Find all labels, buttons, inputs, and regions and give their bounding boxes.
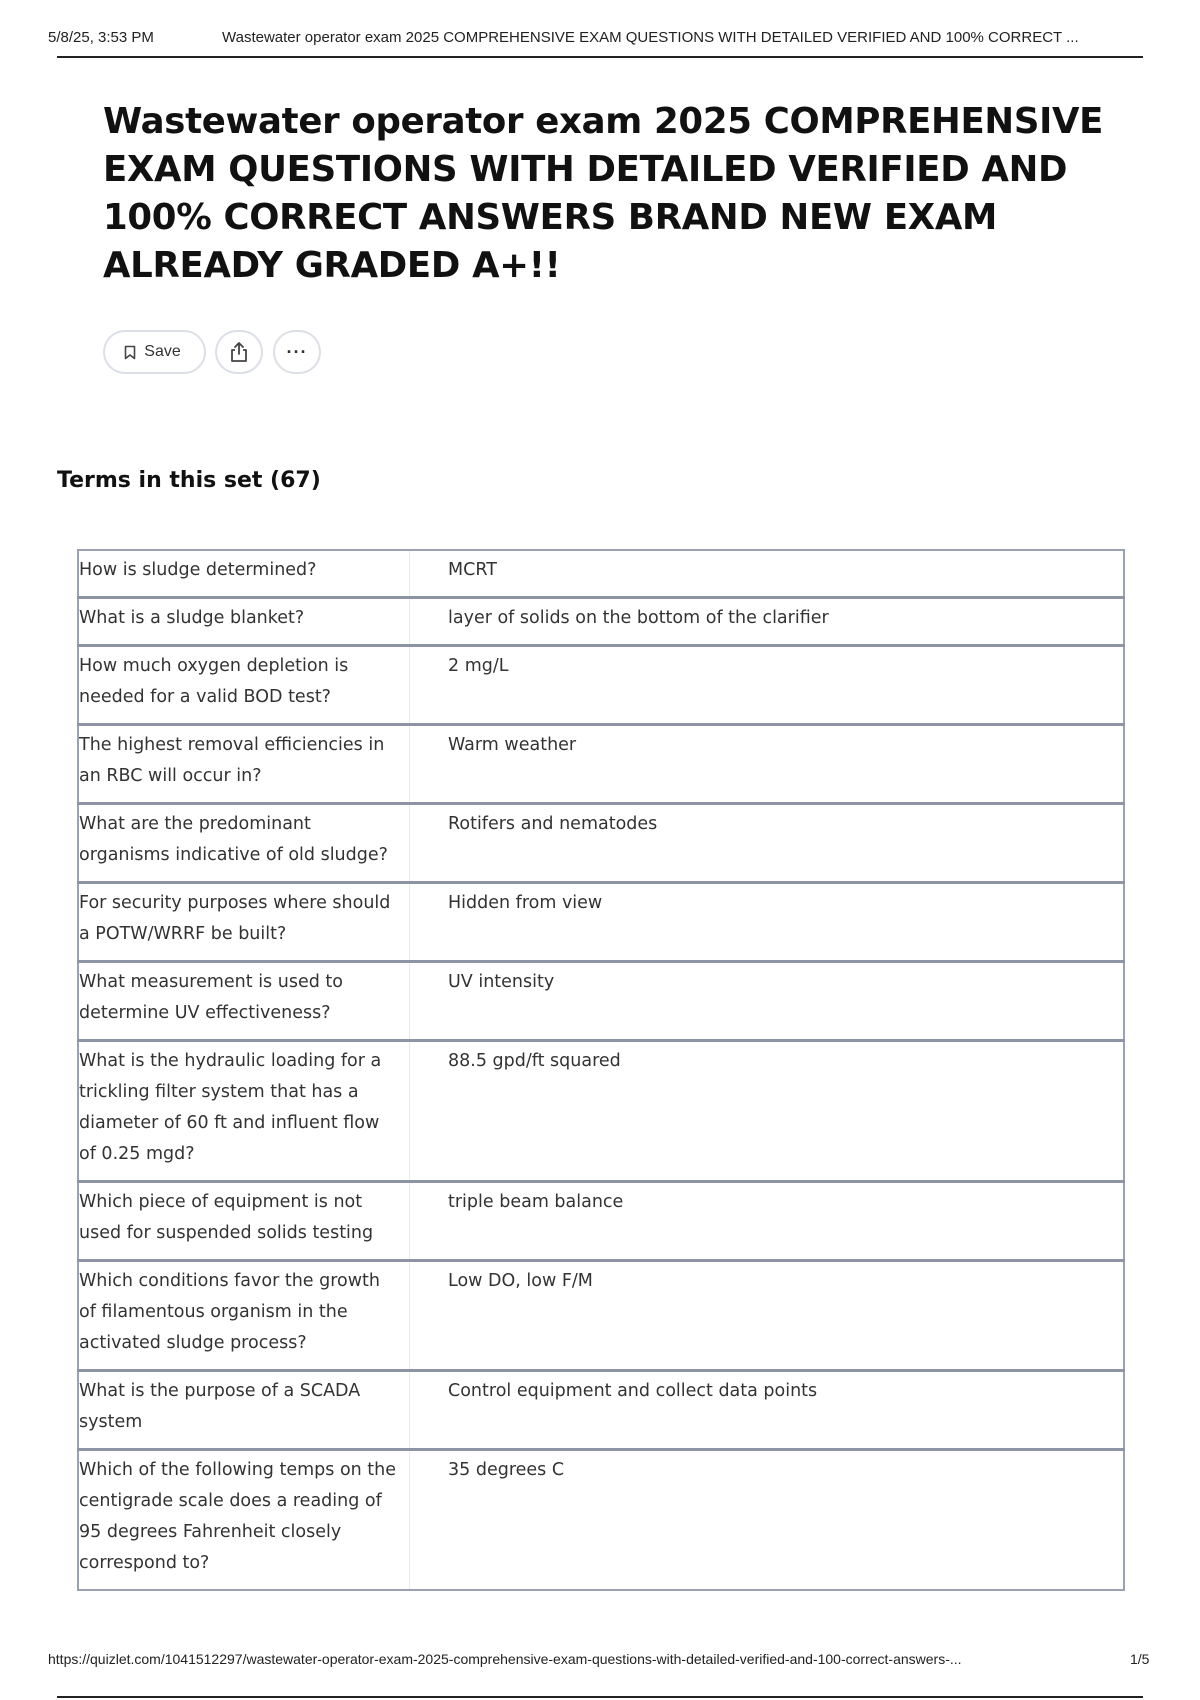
table-row	[78, 550, 1124, 598]
definition-cell: Hidden from view	[410, 883, 1125, 962]
definition-cell: Warm weather	[410, 725, 1125, 804]
terms-heading: Terms in this set (67)	[57, 468, 321, 493]
term-cell: Which conditions favor the growth of filamentous organism in the activated sludge process?	[78, 1261, 410, 1371]
table-row	[78, 1450, 1124, 1591]
definition-cell: Rotifers and nematodes	[410, 804, 1125, 883]
table-row	[78, 804, 1124, 883]
footer-divider	[57, 1696, 1143, 1698]
table-row	[78, 646, 1124, 725]
more-icon: ···	[286, 341, 308, 362]
page-url: https://quizlet.com/1041512297/wastewater-operator-exam-2025-comprehensive-exam-questions-with-detailed-verified-and-100-correct-answers-...	[48, 1651, 962, 1667]
term-cell: For security purposes where should a POTW/WRRF be built?	[78, 883, 410, 962]
table-row	[78, 1261, 1124, 1371]
definition-cell: triple beam balance	[410, 1182, 1125, 1261]
save-button[interactable]	[103, 330, 206, 374]
definition-cell: 88.5 gpd/ft squared	[410, 1041, 1125, 1182]
term-cell: The highest removal efficiencies in an RBC will occur in?	[78, 725, 410, 804]
share-button[interactable]	[215, 330, 263, 374]
table-row	[78, 598, 1124, 646]
share-icon	[229, 341, 249, 363]
print-datetime: 5/8/25, 3:53 PM	[48, 29, 154, 46]
page-number: 1/5	[1130, 1651, 1150, 1667]
terms-table	[77, 549, 1125, 1591]
term-cell: Which of the following temps on the centigrade scale does a reading of 95 degrees Fahrenheit closely correspond to?	[78, 1450, 410, 1591]
term-cell: What is the hydraulic loading for a trickling filter system that has a diameter of 60 ft and influent flow of 0.25 mgd?	[78, 1041, 410, 1182]
definition-cell: MCRT	[410, 550, 1125, 598]
print-doc-title: Wastewater operator exam 2025 COMPREHENSIVE EXAM QUESTIONS WITH DETAILED VERIFIED AND 100% CORRECT ...	[222, 29, 1079, 46]
page-title: Wastewater operator exam 2025 COMPREHENSIVE EXAM QUESTIONS WITH DETAILED VERIFIED AND 100% CORRECT ANSWERS BRAND NEW EXAM ALREADY GRADED A+!!	[103, 101, 1104, 286]
term-cell: How is sludge determined?	[79, 560, 317, 580]
table-row	[78, 725, 1124, 804]
definition-cell: 35 degrees C	[410, 1450, 1125, 1591]
definition-cell: Low DO, low F/M	[410, 1261, 1125, 1371]
definition-cell: UV intensity	[410, 962, 1125, 1041]
save-button-label: Save	[144, 343, 181, 360]
definition-cell: layer of solids on the bottom of the clarifier	[410, 598, 1125, 646]
term-cell: What are the predominant organisms indicative of old sludge?	[78, 804, 410, 883]
header-divider	[57, 56, 1143, 58]
definition-cell: Control equipment and collect data points	[410, 1371, 1125, 1450]
definition-cell: 2 mg/L	[410, 646, 1125, 725]
table-row	[78, 1182, 1124, 1261]
bookmark-icon	[124, 345, 136, 360]
term-cell: What measurement is used to determine UV effectiveness?	[78, 962, 410, 1041]
term-cell: What is the purpose of a SCADA system	[78, 1371, 410, 1450]
term-cell: What is a sludge blanket?	[78, 598, 410, 646]
term-cell: How much oxygen depletion is needed for a valid BOD test?	[78, 646, 410, 725]
table-row	[78, 883, 1124, 962]
more-options-button[interactable]	[273, 330, 321, 374]
table-row	[78, 962, 1124, 1041]
table-row	[78, 1041, 1124, 1182]
table-row	[78, 1371, 1124, 1450]
term-cell: Which piece of equipment is not used for suspended solids testing	[78, 1182, 410, 1261]
